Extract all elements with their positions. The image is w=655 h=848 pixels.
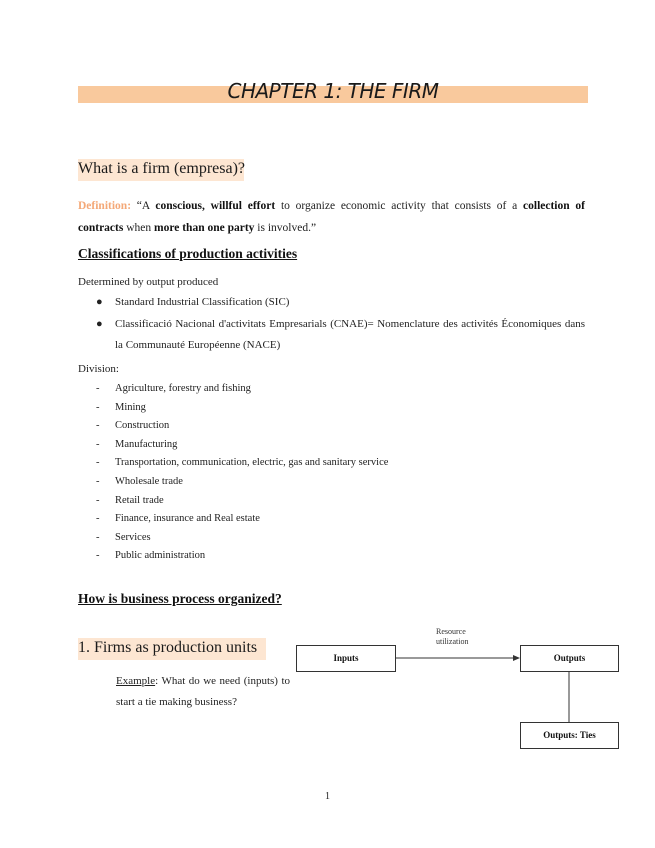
- heading-what-is-a-firm: What is a firm (empresa)?: [78, 160, 246, 177]
- definition-paragraph: Definition: “A conscious, willful effort to organize economic activity that consists of a collection of contracts when more than one party is involved.”: [78, 200, 585, 234]
- chapter-title: CHAPTER 1: THE FIRM: [227, 79, 439, 103]
- outputs-ties-box: Outputs: Ties: [520, 722, 619, 749]
- inputs-box: Inputs: [296, 645, 396, 672]
- outputs-box: Outputs: [520, 645, 619, 672]
- bullet-icon: ●: [96, 318, 103, 330]
- heading-production-units: 1. Firms as production units: [78, 639, 258, 656]
- document-page: CHAPTER 1: THE FIRM What is a firm (empresa)? Definition: “A conscious, willful effort to organize economic activity that consists of a collection of contracts when more than one party is involved.” Classifications of production activities Determined by output produced ● Standard Industrial Classification (SIC) ● Classificació Nacional d'activitats Empresarials (CNAE)= Nomenclature des activités Économiques dans la Communauté Européenne (NACE) Division: - Agriculture, forestry and fishing - Mining - Construction - Manufacturing - Transportation, communication, electric, gas and sanitary service - Wholesale trade - Retail trade - Finance, insurance and Real estate - Services - Public administration How is business process organized? 1. Firms as production units Example: What do we need (inputs) to start a tie making business? Inputs Outputs Outputs: Ties Resource utilization 1: [0, 0, 655, 848]
- page-number: 1: [325, 791, 330, 802]
- definition-label: Definition:: [78, 200, 132, 212]
- division-label: Division:: [78, 363, 119, 375]
- resource-utilization-label: Resource utilization: [436, 627, 469, 646]
- classification-intro: Determined by output produced: [78, 276, 219, 288]
- example-paragraph: Example: What do we need (inputs) to start a tie making business?: [116, 675, 290, 708]
- heading-business-process: How is business process organized?: [78, 591, 282, 606]
- bullet-item: ● Standard Industrial Classification (SIC): [96, 292, 585, 313]
- example-label: Example: [116, 675, 156, 687]
- bullet-icon: ●: [96, 296, 103, 308]
- heading-classifications: Classifications of production activities: [78, 246, 298, 261]
- bullet-item: ● Classificació Nacional d'activitats Empresarials (CNAE)= Nomenclature des activités Économiques dans la Communauté Européenne (NACE): [96, 314, 585, 356]
